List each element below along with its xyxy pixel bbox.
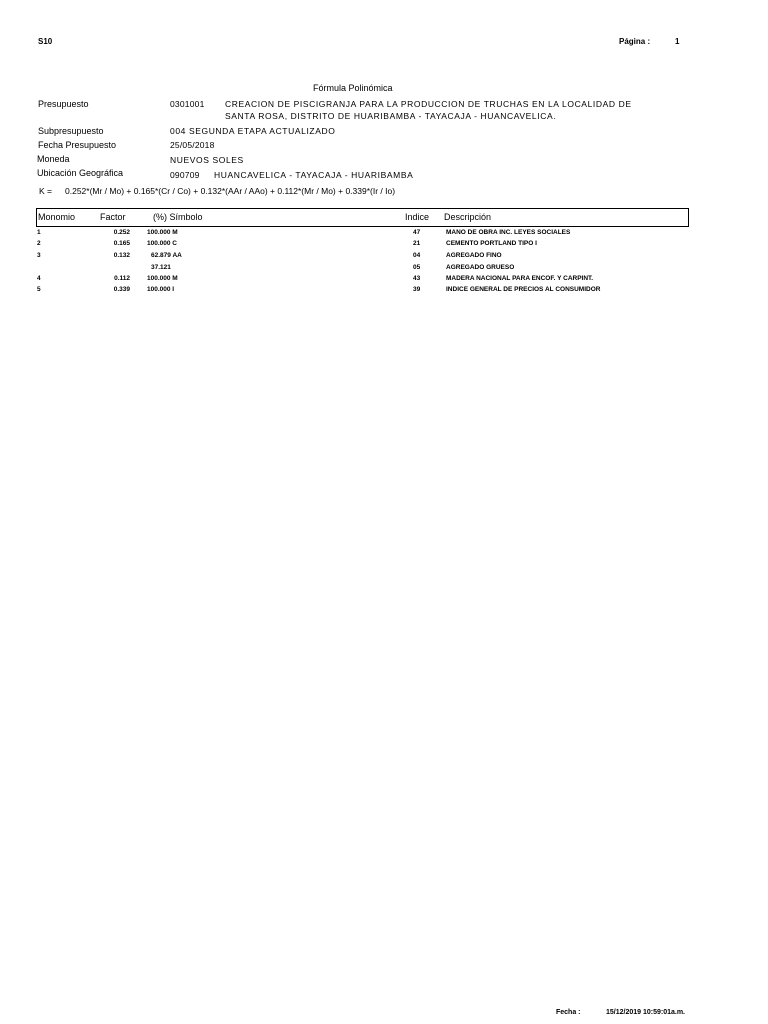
cell-indice: 05: [413, 264, 421, 271]
cell-indice: 39: [413, 286, 421, 293]
ubicacion-label: Ubicación Geográfica: [37, 168, 124, 178]
table-header: [36, 208, 689, 227]
fecha-presupuesto-label: Fecha Presupuesto: [38, 140, 117, 150]
formula-label: K =: [39, 186, 52, 196]
presupuesto-desc-line2: SANTA ROSA, DISTRITO DE HUARIBAMBA - TAYACAJA - HUANCAVELICA.: [225, 111, 557, 121]
cell-factor: 0.252: [113, 229, 130, 236]
ubicacion-value: HUANCAVELICA - TAYACAJA - HUARIBAMBA: [214, 170, 414, 180]
cell-indice: 47: [413, 229, 421, 236]
page-label: Página :: [619, 37, 651, 46]
cell-descripcion: MANO DE OBRA INC. LEYES SOCIALES: [446, 229, 571, 236]
cell-descripcion: AGREGADO GRUESO: [446, 264, 515, 271]
cell-pct-simbolo: 100.000 M: [147, 275, 178, 282]
cell-indice: 04: [413, 252, 421, 259]
table-row: [0, 229, 768, 240]
col-indice-header: Indice: [405, 212, 430, 222]
table-row: [0, 275, 768, 286]
cell-indice: 21: [413, 240, 421, 247]
cell-factor: 0.132: [113, 252, 130, 259]
cell-indice: 43: [413, 275, 421, 282]
cell-descripcion: MADERA NACIONAL PARA ENCOF. Y CARPINT.: [446, 275, 594, 282]
table-row: [0, 252, 768, 263]
presupuesto-code: 0301001: [170, 99, 205, 109]
presupuesto-label: Presupuesto: [38, 99, 89, 109]
cell-pct-simbolo: 62.879 AA: [151, 252, 182, 259]
cell-pct-simbolo: 100.000 I: [147, 286, 175, 293]
footer-fecha-value: 15/12/2019 10:59:01a.m.: [606, 1009, 686, 1016]
cell-monomio: 2: [37, 240, 41, 247]
cell-monomio: 4: [37, 275, 41, 282]
col-descripcion-header: Descripción: [444, 212, 492, 222]
subpresupuesto-label: Subpresupuesto: [38, 126, 104, 136]
document-title: Fórmula Polinómica: [313, 83, 393, 93]
table-row: [0, 264, 768, 275]
fecha-presupuesto-value: 25/05/2018: [170, 140, 215, 150]
col-simbolo-header: (%) Símbolo: [153, 212, 203, 222]
cell-factor: 0.339: [113, 286, 130, 293]
page-number: 1: [675, 37, 680, 46]
cell-descripcion: AGREGADO FINO: [446, 252, 502, 259]
table-row: [0, 286, 768, 297]
ubicacion-code: 090709: [170, 170, 200, 180]
cell-pct-simbolo: 37.121: [151, 264, 171, 271]
presupuesto-desc-line1: CREACION DE PISCIGRANJA PARA LA PRODUCCION DE TRUCHAS EN LA LOCALIDAD DE: [225, 99, 632, 109]
cell-monomio: 1: [37, 229, 41, 236]
cell-descripcion: INDICE GENERAL DE PRECIOS AL CONSUMIDOR: [446, 286, 601, 293]
report-code: S10: [38, 37, 53, 46]
cell-descripcion: CEMENTO PORTLAND TIPO I: [446, 240, 537, 247]
cell-monomio: 3: [37, 252, 41, 259]
cell-factor: 0.165: [113, 240, 130, 247]
table-row: [0, 240, 768, 251]
cell-monomio: 5: [37, 286, 41, 293]
cell-pct-simbolo: 100.000 C: [147, 240, 177, 247]
col-monomio-header: Monomio: [38, 212, 76, 222]
formula-expression: 0.252*(Mr / Mo) + 0.165*(Cr / Co) + 0.132*(AAr / AAo) + 0.112*(Mr / Mo) + 0.339*(Ir / Io): [65, 186, 396, 196]
cell-pct-simbolo: 100.000 M: [147, 229, 178, 236]
subpresupuesto-value: 004 SEGUNDA ETAPA ACTUALIZADO: [170, 126, 336, 136]
moneda-value: NUEVOS SOLES: [170, 155, 244, 165]
moneda-label: Moneda: [37, 154, 70, 164]
footer-fecha-label: Fecha :: [556, 1009, 581, 1016]
cell-factor: 0.112: [114, 275, 130, 282]
col-factor-header: Factor: [100, 212, 126, 222]
